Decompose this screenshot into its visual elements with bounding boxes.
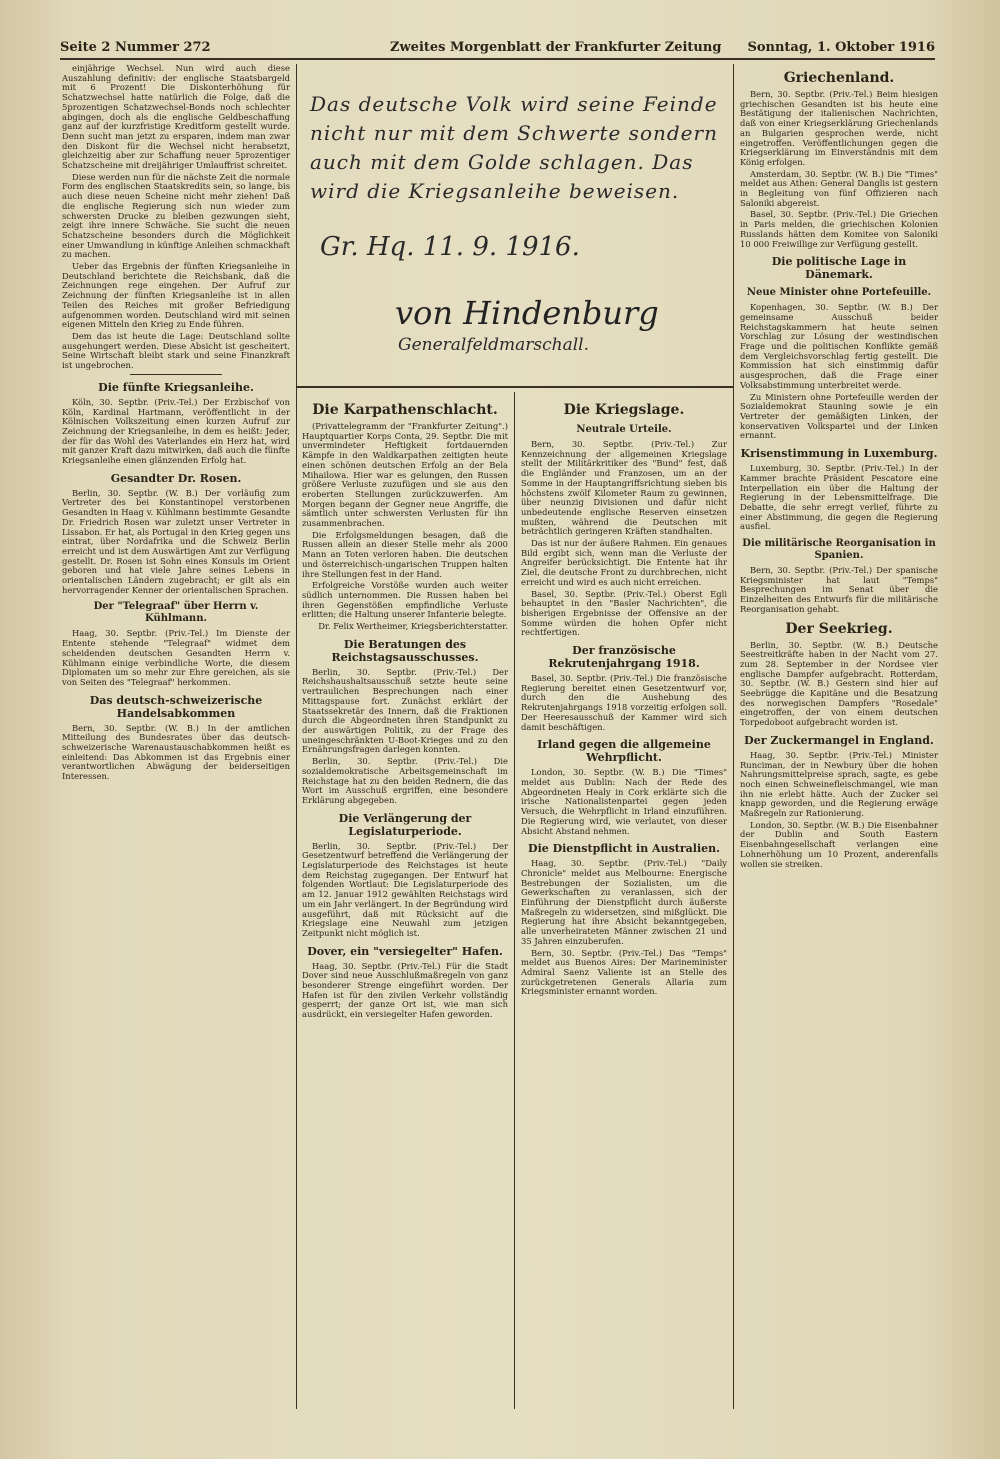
article-paragraph: Berlin, 30. Septbr. (W. B.) Der vorläufig zum Vertreter des bei Konstantinopel verstorbenen Gesandten in Haag v. Kühlmann bestimmte Gesandte Dr. Friedrich Rosen war zuletzt unser Vertreter in Lissabon. Er hat, als Portugal in den Krieg gegen uns eintrat, über Nordafrika und die Schweiz Berlin erreicht und ist dem Auswärtigen Amt zur Verfügung gestellt. Dr. Rosen ist Sohn eines Konsuls im Orient geboren und hat viele Jahre seines Lebens in orientalischen Ländern zugebracht; er gilt als ein hervorragender Kenner der orientalischen Sprachen. (62, 487, 290, 595)
handwritten-text: Das deutsche Volk wird seine Feinde nicht nur mit dem Schwerte sondern auch mit dem Golde schlagen. Das wird die Kriegsanleihe beweisen. (310, 92, 718, 203)
article-paragraph: Amsterdam, 30. Septbr. (W. B.) Die "Times" meldet aus Athen: General Danglis ist gestern in Begleitung von fünf Offizieren nach Saloniki abgereist. (740, 168, 938, 208)
section-divider (130, 374, 221, 375)
handwritten-date: Gr. Hq. 11. 9. 1916. (320, 232, 580, 262)
issue-date: Sonntag, 1. Oktober 1916 (747, 40, 935, 55)
column-1 (62, 64, 290, 1409)
masthead-title: Zweites Morgenblatt der Frankfurter Zeitung (390, 40, 722, 55)
headline: Die Kriegslage. (563, 402, 685, 418)
article-paragraph: Berlin, 30. Septbr. (W. B.) Deutsche Seestreitkräfte haben in der Nacht vom 27. zum 28. September in der Nordsee vier englische Dampfer aufgebracht. Rotterdam, 30. Septbr. (W. B.) Gestern sind hier auf Seebrügge die Kapitäne und die Besatzung des norwegischen Dampfers "Rosedale" eingetroffen, der von einem deutschen Torpedoboot aufgebracht worden ist. (740, 639, 938, 728)
byline: Dr. Felix Wertheimer, Kriegsberichterstatter. (318, 621, 508, 632)
article-paragraph: Bern, 30. Septbr. (Priv.-Tel.) Beim hiesigen griechischen Gesandten ist bis heute eine Bestätigung der italienischen Nachrichten, daß von einer Kriegserklärung Griechenlands an Bulgarien gesprochen werde, nicht eingetroffen. Veröffentlichungen gegen die Kriegserklärung im Einverständnis mit dem König erfolgen. (740, 89, 938, 167)
headline: Der französische Rekrutenjahrgang 1918. (548, 644, 700, 671)
article-paragraph: Bern, 30. Septbr. (Priv.-Tel.) Zur Kennzeichnung der allgemeinen Kriegslage stellt der Militärkritiker des "Bund" fest, daß die Engländer und Franzosen, um an der Somme in der Hauptangriffsrichtung sieben bis höchstens zwölf Kilometer Raum zu gewinnen, über neunzig Divisionen und dafür nicht unbedeutende englische Reserven einsetzen mußten, während die Deutschen mit beträchtlich geringeren Kräften standhalten. (521, 439, 727, 537)
headline: Die politische Lage in Dänemark. (771, 255, 907, 282)
article-paragraph: Bern, 30. Septbr. (Priv.-Tel.) Der spanische Kriegsminister hat laut "Temps" Besprechungen im Senat über die Einzelheiten des Entwurfs für die militärische Reorganisation gehabt. (740, 565, 938, 614)
headline: Griechenland. (783, 70, 895, 86)
article-paragraph: einjährige Wechsel. Nun wird auch diese Auszahlung definitiv: der englische Staatsbargeld mit 6 Prozent! Die Diskonterhöhung für Schatzwechsel hatte natürlich die Folge, daß die 5prozentigen Schatzwechsel-Bonds noch schlechter abgingen, doch als die englische Geldbeschaffung ganz auf der kurzfristige Kreditform gestellt wurde. Denn sucht man jetzt zu ersparen, indem man zwar den Diskont für die Wechsel nicht herabsetzt, gleichzeitig aber zur Schaffung neuer 5prozentiger Schatzscheine mit dreijähriger Umlauffrist schreitet. (62, 64, 290, 171)
article-paragraph: Basel, 30. Septbr. (Priv.-Tel.) Oberst Egli behauptet in den "Basler Nachrichten", die bisherigen Ergebnisse der Offensive an der Somme würden die hohen Opfer nicht rechtfertigen. (521, 588, 727, 638)
article-paragraph: Kopenhagen, 30. Septbr. (W. B.) Der gemeinsame Ausschuß beider Reichstagskammern hat heute seinen Vorschlag zur Lösung der westindischen Frage und die politischen Konflikte gemäß dem Vergleichsvorschlag fertig gestellt. Die Kommission hat sich einstimmig dafür ausgesprochen, daß die Frage einer Volksabstimmung unterbreitet werde. (740, 302, 938, 390)
subheadline: Neue Minister ohne Portefeuille. (746, 287, 932, 299)
headline: Der Zuckermangel in England. (744, 733, 934, 747)
article-paragraph: Berlin, 30. Septbr. (Priv.-Tel.) Die sozialdemokratische Arbeitsgemeinschaft im Reichstage hat zu den beiden Rednern, die das Wort im Ausschuß ergriffen, eine besondere Erklärung abgegeben. (302, 756, 508, 805)
headline: Gesandter Dr. Rosen. (110, 471, 242, 485)
headline: Die fünfte Kriegsanleihe. (98, 380, 254, 394)
article-paragraph: (Privattelegramm der "Frankfurter Zeitung".) Hauptquartier Korps Conta, 29. Septbr. Die mit unvermindeter Heftigkeit fortdauernden Kämpfe in den Waldkarpathen zeitigten heute einen schönen deutschen Erfolg an der Bela Mihailowa. Hier war es gelungen, den Russen größere Verluste zuzufügen und sie aus den eroberten Stellungen zurückzuwerfen. Am Morgen begann der Gegner neue Angriffe, die sämtlich unter schwersten Verlusten für ihn zusammenbrachen. (302, 421, 508, 529)
article-paragraph: Haag, 30. Septbr. (Priv.-Tel.) "Daily Chronicle" meldet aus Melbourne: Energische Bestrebungen der Sozialisten, um die Gewerkschaften zu veranlassen, sich der Einführung der Dienstpflicht durch äußerste Maßregeln zu widersetzen, sind mißglückt. Die Regierung hat ihre Absicht bekanntgegeben, alle unverheirateten Männer zwischen 21 und 35 Jahren einzuberufen. (521, 858, 727, 946)
article-paragraph: Berlin, 30. Septbr. (Priv.-Tel.) Der Reichshaushaltsausschuß setzte heute seine vertraulichen Besprechungen nach einer Mittagspause fort. Zunächst erklärt der Staatssekretär des Innern, daß die Fraktionen durch die Abgeordneten ihren Standpunkt zu der auswärtigen Politik, zu der Frage des uneingeschränkten U-Boot-Krieges und zu den Ernährungsfragen darlegen konnten. (302, 666, 508, 755)
headline: Die Beratungen des Reichstagsausschusses. (331, 637, 479, 664)
subheadline: Neutrale Urteile. (576, 424, 672, 435)
article-paragraph: Luxemburg, 30. Septbr. (Priv.-Tel.) In der Kammer brachte Präsident Pescatore eine Interpellation ein über die Haltung der Regierung in der Lebensmittelfrage. Die Debatte, die sehr erregt verlief, führte zu einer Abstimmung, die gegen die Regierung ausfiel. (740, 463, 938, 532)
article-paragraph: Dem das ist heute die Lage: Deutschland sollte ausgehungert werden. Diese Absicht ist gescheitert. Seine Wirtschaft bleibt stark und seine Finanzkraft ist ungebrochen. (62, 330, 290, 371)
column-rule (514, 392, 515, 1409)
column-3 (521, 396, 727, 1409)
page-number: Seite 2 Nummer 272 (60, 40, 211, 55)
headline: Dover, ein "versiegelter" Hafen. (307, 944, 503, 958)
column-4 (740, 64, 938, 1409)
article-paragraph: Die Erfolgsmeldungen besagen, daß die Russen allein an dieser Stelle mehr als 2000 Mann an Toten verloren haben. Die deutschen und österreichisch-ungarischen Truppen halten ihre Stellungen fest in der Hand. (302, 529, 508, 579)
article-paragraph: Das ist nur der äußere Rahmen. Ein genaues Bild ergibt sich, wenn man die Verluste der Angreifer berücksichtigt. Die Entente hat ihr Ziel, die deutsche Front zu durchbrechen, nicht erreicht und wird es auch nicht erreichen. (521, 538, 727, 587)
headline: Der "Telegraaf" über Herrn v. Kühlmann. (93, 601, 259, 625)
page-header (60, 40, 935, 60)
article-paragraph: London, 30. Septbr. (W. B.) Die "Times" meldet aus Dublin: Nach der Rede des Abgeordneten Healy in Cork erklärte sich die irische Nationalistenpartei gegen jeden Versuch, die Wehrpflicht in Irland einzuführen. Die Regierung wird, wie verlautet, von dieser Absicht Abstand nehmen. (521, 767, 727, 836)
signature-rank: Generalfeldmarschall. (398, 335, 590, 355)
article-paragraph: London, 30. Septbr. (W. B.) Die Eisenbahner der Dublin and South Eastern Eisenbahngesellschaft verlangen eine Lohnerhöhung um 10 Prozent, anderenfalls wollen sie streiken. (740, 819, 938, 869)
column-rule (733, 64, 734, 1409)
headline: Die militärische Reorganisation in Spanien. (742, 538, 936, 562)
article-paragraph: Köln, 30. Septbr. (Priv.-Tel.) Der Erzbischof von Köln, Kardinal Hartmann, veröffentlicht in der Kölnischen Volkszeitung einen kurzen Aufruf zur Zeichnung der Kriegsanleihe, in dem es heißt: Jeder, der für das Wohl des Vaterlandes ein Herz hat, wird mit ganzer Kraft dazu mitwirken, daß auch die fünfte Kriegsanleihe einen glänzenden Erfolg hat. (62, 396, 290, 466)
article-paragraph: Bern, 30. Septbr. (Priv.-Tel.) Das "Temps" meldet aus Buenos Aires: Der Marineminister Admiral Saenz Valiente ist an Stelle des zurückgetretenen Generals Allaria zum Kriegsminister ernannt worden. (521, 947, 727, 997)
article-paragraph: Haag, 30. Septbr. (Priv.-Tel.) Für die Stadt Dover sind neue Ausschlußmaßregeln von ganz besonderer Strenge eingeführt worden. Der Hafen ist für den zivilen Verkehr vollständig gesperrt; der ganze Ort ist, wie man sich ausdrückt, ein versiegelter Hafen geworden. (302, 960, 508, 1020)
article-paragraph: Zu Ministern ohne Portefeuille werden der Sozialdemokrat Stauning sowie je ein Vertreter der gemäßigten Linken, der konservativen Volkspartei und der Linken ernannt. (740, 391, 938, 441)
column-rule (296, 64, 297, 1409)
headline: Der Seekrieg. (785, 620, 893, 637)
signature: von Hindenburg (395, 294, 659, 332)
headline: Das deutsch-schweizerische Handelsabkommen (89, 693, 263, 720)
article-paragraph: Basel, 30. Septbr. (Priv.-Tel.) Die französische Regierung bereitet einen Gesetzentwurf vor, durch den die Aushebung des Rekrutenjahrgangs 1918 vorzeitig erfolgen soll. Der Heeresausschuß der Kammer wird sich damit beschäftigen. (521, 673, 727, 732)
column-2 (302, 396, 508, 1409)
article-paragraph: Basel, 30. Septbr. (Priv.-Tel.) Die Griechen in Paris melden, die griechischen Kolonien Russlands hätten dem Komitee von Saloniki 10 000 Freiwillige zur Verfügung gestellt. (740, 209, 938, 249)
headline: Krisenstimmung in Luxemburg. (740, 447, 938, 461)
article-paragraph: Ueber das Ergebnis der fünften Kriegsanleihe in Deutschland berichtete die Reichsbank, daß die Zeichnungen rege eingehen. Der Aufruf zur Zeichnung der fünften Kriegsanleihe ist in allen Teilen des Reiches mit großer Befriedigung aufgenommen worden. Deutschland wird mit seinen eigenen Mitteln den Krieg zu Ende führen. (62, 261, 290, 330)
headline: Die Karpathenschlacht. (312, 402, 498, 418)
article-paragraph: Haag, 30. Septbr. (Priv.-Tel.) Minister Runciman, der in Newbury über die hohen Nahrungsmittelpreise sprach, sagte, es gebe noch einen Schweinefleischmangel, wie man ihn nie erlebt hätte. Auch der Zucker sei knapp geworden, und die Regierung erwäge Maßregeln zur Rationierung. (740, 749, 938, 819)
article-paragraph: Erfolgreiche Vorstöße wurden auch weiter südlich unternommen. Die Russen haben bei ihren Gegenstößen empfindliche Verluste erlitten; die Haltung unserer Infanterie belegte. (302, 580, 508, 620)
article-paragraph: Bern, 30. Septbr. (W. B.) In der amtlichen Mitteilung des Bundesrates über das deutsch-schweizerische Warenaustauschabkommen heißt es einleitend: Das Abkommen ist das Ergebnis einer verantwortlichen Abwägung der beiderseitigen Interessen. (62, 722, 290, 782)
headline: Die Verlängerung der Legislaturperiode. (338, 811, 472, 838)
article-paragraph: Haag, 30. Septbr. (Priv.-Tel.) Im Dienste der Entente stehende "Telegraaf" widmet dem scheidenden deutschen Gesandten Herrn v. Kühlmann einige verbindliche Worte, die diesem Diplomaten um so mehr zur Ehre gereichen, als sie von Seiten des "Telegraaf" herkommen. (62, 628, 290, 687)
headline: Die Dienstpflicht in Australien. (528, 842, 720, 856)
headline: Irland gegen die allgemeine Wehrpflicht. (537, 738, 711, 765)
article-paragraph: Berlin, 30. Septbr. (Priv.-Tel.) Der Gesetzentwurf betreffend die Verlängerung der Legislaturperiode des Reichstages ist heute dem Reichstag zugegangen. Der Entwurf hat folgenden Wortlaut: Die Legislaturperiode des am 12. Januar 1912 gewählten Reichstags wird um ein Jahr verlängert. In der Begründung wird ausgeführt, daß mit Rücksicht auf die Kriegslage eine Neuwahl zum jetzigen Zeitpunkt nicht möglich ist. (302, 840, 508, 938)
article-paragraph: Diese werden nun für die nächste Zeit die normale Form des englischen Staatskredits sein, so lange, bis auch diese neuen Scheine nicht mehr ziehen! Daß die englische Regierung sich nun wieder zum schwersten Drucke zu bleiben gezwungen sieht, zeigt ihre innere Schwäche. Sie sucht die neuen Schatzscheine besonders durch die Möglichkeit einer Umwandlung in künftige Anleihen schmackhaft zu machen. (62, 171, 290, 260)
